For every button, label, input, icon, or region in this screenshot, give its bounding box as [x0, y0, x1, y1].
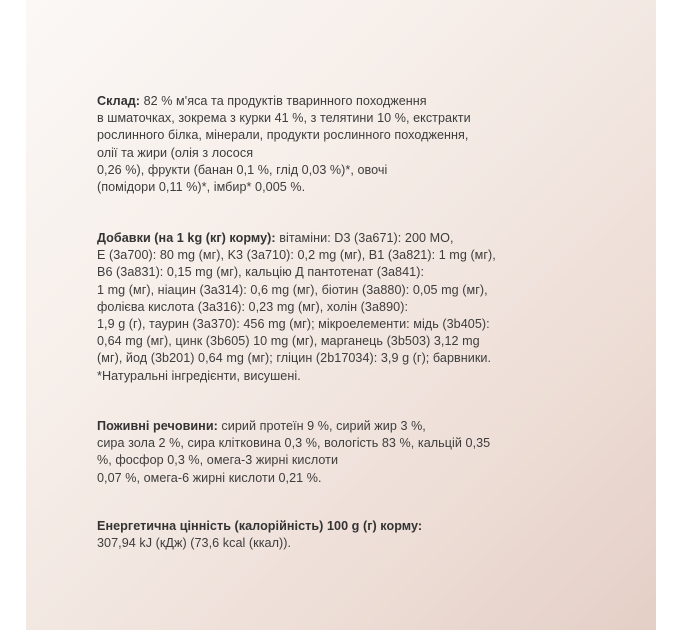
additives-line: 1 mg (мг), ніацин (3а314): 0,6 mg (мг), біотин (3а880): 0,05 mg (мг), — [97, 282, 488, 297]
composition-line: в шматочках, зокрема з курки 41 %, з телятини 10 %, екстракти — [97, 111, 471, 126]
nutrients-heading: Поживні речовини: — [97, 419, 218, 433]
additives-heading: Добавки (на 1 kg (кг) корму): — [97, 231, 276, 245]
additives-line: B6 (3а831): 0,15 mg (мг), кальцію Д пантотенат (3а841): — [97, 265, 425, 280]
nutrients-text: сирий протеїн 9 %, сирий жир 3 %, — [217, 419, 426, 433]
composition-line: 0,26 %), фрукти (банан 0,1 %, глід 0,03 %)*, овочі — [97, 162, 388, 177]
composition-text: 82 % м'яса та продуктів тваринного походження — [140, 94, 427, 108]
additives-line: (мг), йод (3b201) 0,64 mg (мг); гліцин (2b17034): 3,9 g (г); барвники. — [97, 351, 492, 366]
additives-line: 0,64 mg (мг), цинк (3b605) 10 mg (мг), марганець (3b503) 3,12 mg — [97, 334, 480, 349]
nutrients-line: %, фосфор 0,3 %, омега-3 жирні кислоти — [97, 453, 339, 468]
additives-section — [97, 230, 587, 385]
additives-first-line — [97, 230, 587, 247]
additives-line: фолієва кислота (3а316): 0,23 mg (мг), холін (3а890): — [97, 299, 408, 314]
nutrients-section — [97, 418, 587, 487]
additives-line: 1,9 g (г), таурин (3а370): 456 mg (мг); мікроелементи: мідь (3b405): — [97, 317, 490, 332]
nutrients-line: 0,07 %, омега-6 жирні кислоти 0,21 %. — [97, 470, 322, 485]
additives-text: вітаміни: D3 (3а671): 200 МО, — [275, 231, 454, 245]
composition-line: (помідори 0,11 %)*, імбир* 0,005 %. — [97, 180, 306, 195]
composition-section — [97, 93, 587, 196]
energy-heading: Енергетична цінність (калорійність) 100 g (г) корму: — [97, 519, 423, 533]
additives-line: E (3а700): 80 mg (мг), K3 (3а710): 0,2 mg (мг), B1 (3а821): 1 mg (мг), — [97, 248, 496, 263]
composition-heading: Склад: — [97, 94, 141, 108]
composition-first-line — [97, 93, 587, 110]
label-panel — [26, 0, 656, 630]
additives-footnote: *Натуральні інгредієнти, висушені. — [97, 368, 301, 383]
nutrients-line: сира зола 2 %, сира клітковина 0,3 %, вологість 83 %, кальцій 0,35 — [97, 436, 491, 451]
energy-section — [97, 518, 587, 552]
composition-line: олії та жири (олія з лосося — [97, 145, 254, 160]
composition-line: рослинного білка, мінерали, продукти рослинного походження, — [97, 128, 469, 143]
nutrients-first-line — [97, 418, 587, 435]
energy-value: 307,94 kJ (кДж) (73,6 kcal (ккал)). — [97, 536, 292, 551]
